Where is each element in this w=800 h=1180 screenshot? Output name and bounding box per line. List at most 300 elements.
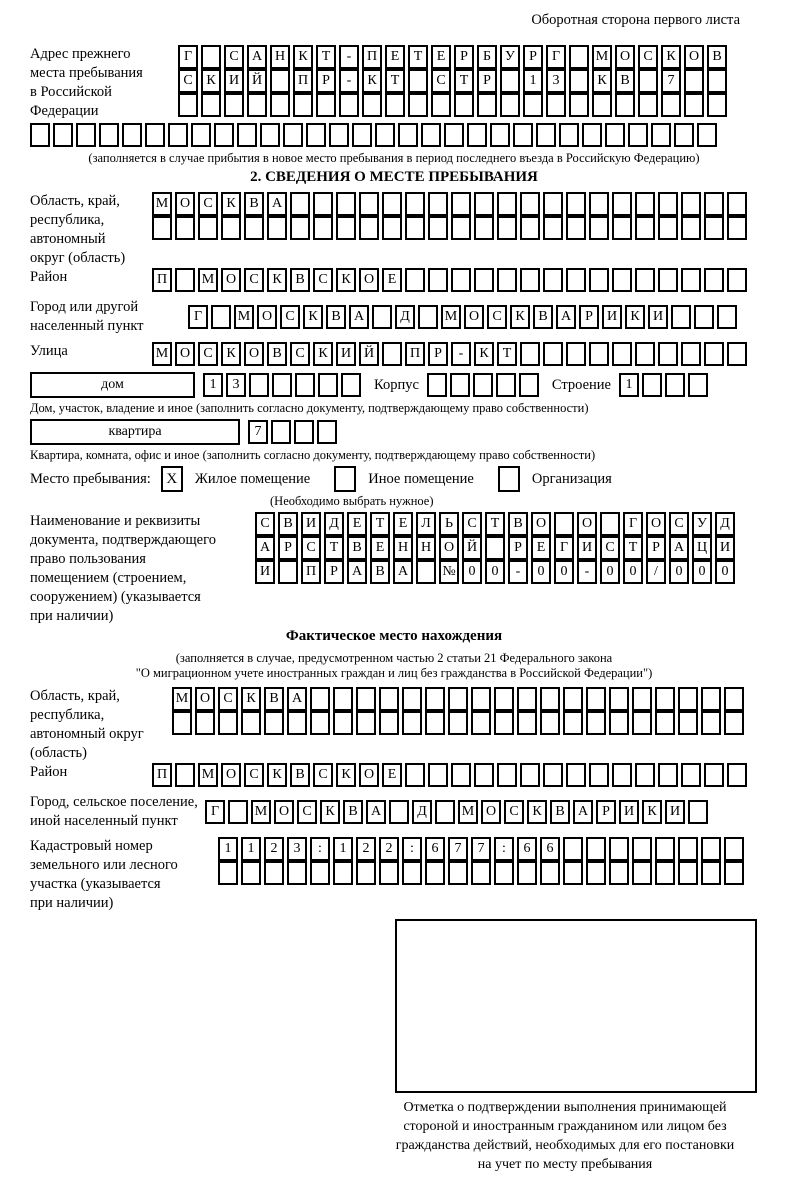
char-cell[interactable] [566,342,586,366]
char-cell[interactable]: 7 [448,837,468,861]
char-cell[interactable] [684,93,704,117]
char-cell[interactable] [586,711,606,735]
char-cell[interactable] [701,711,721,735]
char-cell[interactable]: Г [554,536,574,560]
char-cell[interactable] [540,861,560,885]
char-cell[interactable]: 0 [462,560,482,584]
char-cell[interactable]: О [359,763,379,787]
char-cell[interactable] [592,93,612,117]
char-cell[interactable] [681,216,701,240]
char-cell[interactable] [681,342,701,366]
char-cell[interactable] [496,373,516,397]
char-cell[interactable]: К [201,69,221,93]
char-cell[interactable]: И [648,305,668,329]
char-cell[interactable]: У [500,45,520,69]
char-cell[interactable] [310,861,330,885]
char-cell[interactable] [428,192,448,216]
char-cell[interactable] [543,763,563,787]
char-cell[interactable] [707,69,727,93]
char-cell[interactable]: Ц [692,536,712,560]
char-cell[interactable] [218,861,238,885]
char-cell[interactable] [451,268,471,292]
char-cell[interactable] [615,93,635,117]
char-cell[interactable] [293,93,313,117]
char-cell[interactable]: О [481,800,501,824]
char-cell[interactable] [612,342,632,366]
char-cell[interactable]: - [508,560,528,584]
char-cell[interactable] [122,123,142,147]
char-cell[interactable] [402,861,422,885]
char-cell[interactable]: М [458,800,478,824]
char-cell[interactable] [218,711,238,735]
char-cell[interactable]: Е [431,45,451,69]
char-cell[interactable] [632,687,652,711]
char-cell[interactable] [494,687,514,711]
char-cell[interactable] [201,45,221,69]
char-cell[interactable] [264,861,284,885]
char-cell[interactable]: П [362,45,382,69]
char-cell[interactable]: С [218,687,238,711]
char-cell[interactable] [727,216,747,240]
char-cell[interactable] [497,216,517,240]
char-cell[interactable]: 3 [546,69,566,93]
char-cell[interactable] [451,763,471,787]
char-cell[interactable] [727,342,747,366]
char-cell[interactable]: 2 [264,837,284,861]
char-cell[interactable] [30,123,50,147]
stay-type-checkbox-other[interactable] [334,466,356,492]
char-cell[interactable] [678,837,698,861]
char-cell[interactable]: А [366,800,386,824]
char-cell[interactable]: М [592,45,612,69]
char-cell[interactable] [278,560,298,584]
char-cell[interactable] [295,373,315,397]
char-cell[interactable] [471,711,491,735]
char-cell[interactable] [701,861,721,885]
char-cell[interactable]: Т [316,45,336,69]
char-cell[interactable]: И [224,69,244,93]
char-cell[interactable]: Т [485,512,505,536]
char-cell[interactable] [674,123,694,147]
char-cell[interactable]: И [255,560,275,584]
char-cell[interactable] [341,373,361,397]
char-cell[interactable] [191,123,211,147]
char-cell[interactable]: 3 [287,837,307,861]
char-cell[interactable] [727,268,747,292]
char-cell[interactable] [317,420,337,444]
char-cell[interactable] [405,216,425,240]
char-cell[interactable]: К [592,69,612,93]
char-cell[interactable]: И [602,305,622,329]
char-cell[interactable]: Г [546,45,566,69]
char-cell[interactable] [517,687,537,711]
char-cell[interactable]: Д [715,512,735,536]
char-cell[interactable] [609,861,629,885]
char-cell[interactable]: А [573,800,593,824]
char-cell[interactable] [704,268,724,292]
char-cell[interactable]: К [293,45,313,69]
char-cell[interactable] [724,837,744,861]
char-cell[interactable] [655,861,675,885]
char-cell[interactable]: : [494,837,514,861]
char-cell[interactable] [543,192,563,216]
char-cell[interactable] [427,373,447,397]
char-cell[interactable] [145,123,165,147]
char-cell[interactable] [642,373,662,397]
char-cell[interactable]: - [577,560,597,584]
char-cell[interactable]: : [310,837,330,861]
char-cell[interactable]: В [343,800,363,824]
char-cell[interactable]: К [336,763,356,787]
char-cell[interactable]: Н [393,536,413,560]
char-cell[interactable] [402,687,422,711]
char-cell[interactable] [563,687,583,711]
char-cell[interactable]: С [297,800,317,824]
char-cell[interactable] [451,192,471,216]
char-cell[interactable] [665,373,685,397]
char-cell[interactable] [287,711,307,735]
char-cell[interactable] [563,837,583,861]
char-cell[interactable] [612,192,632,216]
char-cell[interactable] [727,192,747,216]
char-cell[interactable]: 1 [523,69,543,93]
char-cell[interactable] [589,268,609,292]
char-cell[interactable] [270,69,290,93]
char-cell[interactable]: К [336,268,356,292]
char-cell[interactable]: О [274,800,294,824]
char-cell[interactable] [474,192,494,216]
char-cell[interactable] [336,216,356,240]
char-cell[interactable]: С [280,305,300,329]
char-cell[interactable]: Л [416,512,436,536]
char-cell[interactable]: А [349,305,369,329]
char-cell[interactable] [313,192,333,216]
char-cell[interactable]: В [278,512,298,536]
char-cell[interactable]: А [255,536,275,560]
char-cell[interactable]: В [290,268,310,292]
char-cell[interactable]: 3 [226,373,246,397]
char-cell[interactable] [431,93,451,117]
char-cell[interactable]: Ь [439,512,459,536]
char-cell[interactable] [628,123,648,147]
char-cell[interactable]: 0 [531,560,551,584]
char-cell[interactable] [168,123,188,147]
char-cell[interactable]: - [451,342,471,366]
char-cell[interactable]: Р [579,305,599,329]
char-cell[interactable]: Т [454,69,474,93]
char-cell[interactable] [563,861,583,885]
char-cell[interactable]: Е [382,763,402,787]
char-cell[interactable]: К [267,763,287,787]
char-cell[interactable] [704,192,724,216]
char-cell[interactable] [178,93,198,117]
char-cell[interactable] [635,192,655,216]
char-cell[interactable]: О [175,342,195,366]
char-cell[interactable] [520,216,540,240]
char-cell[interactable] [477,93,497,117]
char-cell[interactable] [224,93,244,117]
char-cell[interactable] [333,861,353,885]
char-cell[interactable]: В [244,192,264,216]
char-cell[interactable] [536,123,556,147]
char-cell[interactable]: М [152,192,172,216]
char-cell[interactable]: Т [408,45,428,69]
char-cell[interactable] [313,216,333,240]
char-cell[interactable]: В [290,763,310,787]
char-cell[interactable]: 7 [248,420,268,444]
char-cell[interactable]: 1 [619,373,639,397]
char-cell[interactable]: О [257,305,277,329]
char-cell[interactable] [681,268,701,292]
char-cell[interactable]: 0 [554,560,574,584]
char-cell[interactable]: 0 [715,560,735,584]
char-cell[interactable] [418,305,438,329]
char-cell[interactable]: М [251,800,271,824]
char-cell[interactable]: 7 [471,837,491,861]
char-cell[interactable] [589,216,609,240]
char-cell[interactable]: С [224,45,244,69]
char-cell[interactable] [356,861,376,885]
char-cell[interactable] [566,763,586,787]
char-cell[interactable] [658,763,678,787]
char-cell[interactable] [287,861,307,885]
char-cell[interactable]: К [474,342,494,366]
char-cell[interactable]: П [152,763,172,787]
char-cell[interactable] [416,560,436,584]
char-cell[interactable] [554,512,574,536]
char-cell[interactable]: А [669,536,689,560]
char-cell[interactable]: - [339,69,359,93]
char-cell[interactable]: А [347,560,367,584]
char-cell[interactable] [428,268,448,292]
char-cell[interactable]: 1 [333,837,353,861]
stay-type-checkbox-residential[interactable]: X [161,466,183,492]
char-cell[interactable]: 0 [692,560,712,584]
char-cell[interactable] [697,123,717,147]
char-cell[interactable] [474,216,494,240]
char-cell[interactable] [513,123,533,147]
char-cell[interactable] [405,268,425,292]
char-cell[interactable] [612,216,632,240]
char-cell[interactable] [724,861,744,885]
char-cell[interactable]: 0 [600,560,620,584]
char-cell[interactable] [655,687,675,711]
char-cell[interactable] [356,687,376,711]
char-cell[interactable]: К [303,305,323,329]
char-cell[interactable]: У [692,512,712,536]
char-cell[interactable] [724,711,744,735]
char-cell[interactable]: Е [385,45,405,69]
char-cell[interactable]: В [615,69,635,93]
char-cell[interactable]: С [255,512,275,536]
char-cell[interactable]: С [198,192,218,216]
char-cell[interactable] [316,93,336,117]
char-cell[interactable]: Т [370,512,390,536]
char-cell[interactable]: Й [462,536,482,560]
char-cell[interactable] [701,837,721,861]
char-cell[interactable] [681,763,701,787]
char-cell[interactable]: А [287,687,307,711]
char-cell[interactable] [454,93,474,117]
char-cell[interactable] [444,123,464,147]
char-cell[interactable]: В [550,800,570,824]
char-cell[interactable] [632,861,652,885]
char-cell[interactable]: О [646,512,666,536]
char-cell[interactable] [271,420,291,444]
char-cell[interactable] [485,536,505,560]
char-cell[interactable] [543,268,563,292]
char-cell[interactable]: О [359,268,379,292]
char-cell[interactable]: 0 [485,560,505,584]
char-cell[interactable] [448,687,468,711]
char-cell[interactable] [425,687,445,711]
char-cell[interactable] [362,93,382,117]
char-cell[interactable]: : [402,837,422,861]
char-cell[interactable] [267,216,287,240]
char-cell[interactable] [451,216,471,240]
char-cell[interactable] [563,711,583,735]
char-cell[interactable]: Е [347,512,367,536]
char-cell[interactable] [566,192,586,216]
char-cell[interactable]: 6 [540,837,560,861]
char-cell[interactable]: - [339,45,359,69]
char-cell[interactable]: В [533,305,553,329]
char-cell[interactable] [655,711,675,735]
char-cell[interactable]: С [301,536,321,560]
char-cell[interactable]: К [313,342,333,366]
char-cell[interactable] [500,93,520,117]
char-cell[interactable] [638,93,658,117]
char-cell[interactable]: В [508,512,528,536]
char-cell[interactable] [421,123,441,147]
char-cell[interactable] [688,373,708,397]
char-cell[interactable] [221,216,241,240]
char-cell[interactable] [398,123,418,147]
char-cell[interactable]: И [301,512,321,536]
char-cell[interactable] [283,123,303,147]
char-cell[interactable] [724,687,744,711]
char-cell[interactable]: М [198,763,218,787]
char-cell[interactable]: Д [395,305,415,329]
char-cell[interactable]: П [405,342,425,366]
char-cell[interactable]: О [175,192,195,216]
char-cell[interactable]: Т [623,536,643,560]
char-cell[interactable]: Р [454,45,474,69]
char-cell[interactable] [658,342,678,366]
char-cell[interactable] [172,711,192,735]
char-cell[interactable] [290,192,310,216]
char-cell[interactable]: О [244,342,264,366]
char-cell[interactable]: Р [523,45,543,69]
char-cell[interactable] [450,373,470,397]
char-cell[interactable] [241,861,261,885]
char-cell[interactable] [448,861,468,885]
char-cell[interactable] [339,93,359,117]
char-cell[interactable] [264,711,284,735]
char-cell[interactable] [517,861,537,885]
char-cell[interactable]: К [661,45,681,69]
char-cell[interactable] [201,93,221,117]
char-cell[interactable] [494,711,514,735]
char-cell[interactable]: И [665,800,685,824]
char-cell[interactable] [586,687,606,711]
char-cell[interactable]: Р [508,536,528,560]
char-cell[interactable] [678,687,698,711]
char-cell[interactable] [375,123,395,147]
char-cell[interactable]: С [638,45,658,69]
char-cell[interactable] [569,93,589,117]
char-cell[interactable] [566,268,586,292]
char-cell[interactable] [99,123,119,147]
char-cell[interactable] [559,123,579,147]
char-cell[interactable] [408,69,428,93]
char-cell[interactable] [241,711,261,735]
char-cell[interactable] [651,123,671,147]
char-cell[interactable] [389,800,409,824]
char-cell[interactable] [609,711,629,735]
char-cell[interactable]: С [198,342,218,366]
char-cell[interactable] [175,216,195,240]
char-cell[interactable] [494,861,514,885]
char-cell[interactable] [382,342,402,366]
char-cell[interactable] [678,861,698,885]
char-cell[interactable] [76,123,96,147]
stay-type-checkbox-organization[interactable] [498,466,520,492]
char-cell[interactable] [586,837,606,861]
char-cell[interactable] [294,420,314,444]
char-cell[interactable]: К [362,69,382,93]
char-cell[interactable] [428,763,448,787]
char-cell[interactable] [520,763,540,787]
char-cell[interactable] [474,268,494,292]
char-cell[interactable]: М [234,305,254,329]
char-cell[interactable] [658,216,678,240]
char-cell[interactable] [589,342,609,366]
char-cell[interactable]: С [431,69,451,93]
char-cell[interactable]: Д [324,512,344,536]
char-cell[interactable]: О [577,512,597,536]
char-cell[interactable] [704,216,724,240]
char-cell[interactable] [310,711,330,735]
char-cell[interactable]: 6 [425,837,445,861]
char-cell[interactable] [727,763,747,787]
char-cell[interactable] [244,216,264,240]
char-cell[interactable] [474,763,494,787]
char-cell[interactable] [333,711,353,735]
char-cell[interactable] [632,711,652,735]
char-cell[interactable]: Й [359,342,379,366]
char-cell[interactable] [543,342,563,366]
char-cell[interactable]: М [172,687,192,711]
char-cell[interactable]: К [320,800,340,824]
char-cell[interactable] [318,373,338,397]
char-cell[interactable] [356,711,376,735]
char-cell[interactable] [612,268,632,292]
char-cell[interactable] [270,93,290,117]
char-cell[interactable]: В [326,305,346,329]
char-cell[interactable] [385,93,405,117]
char-cell[interactable]: Т [385,69,405,93]
char-cell[interactable] [600,512,620,536]
char-cell[interactable]: Б [477,45,497,69]
char-cell[interactable]: 2 [379,837,399,861]
char-cell[interactable] [53,123,73,147]
char-cell[interactable]: Г [178,45,198,69]
char-cell[interactable] [211,305,231,329]
char-cell[interactable]: Т [324,536,344,560]
char-cell[interactable] [609,837,629,861]
char-cell[interactable] [448,711,468,735]
